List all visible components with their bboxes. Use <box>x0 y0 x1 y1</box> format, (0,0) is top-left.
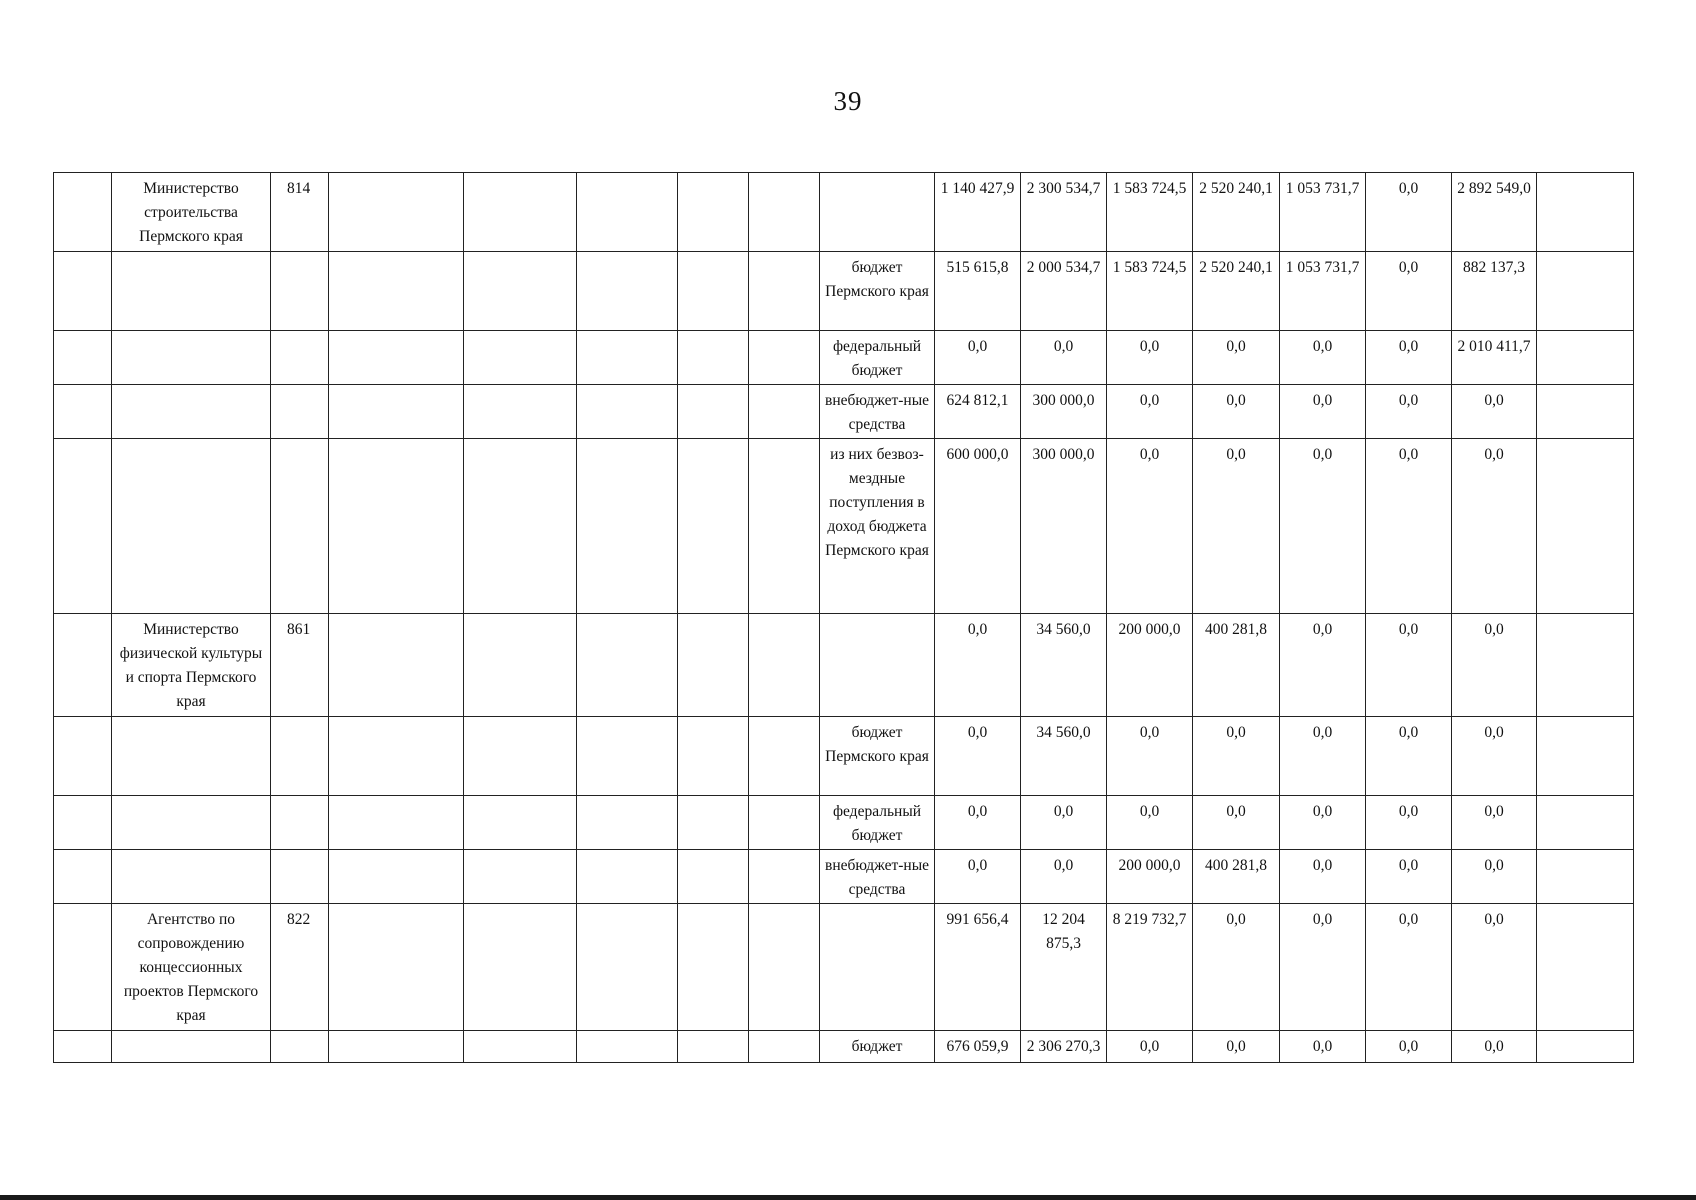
value-cell: 0,0 <box>1280 439 1366 614</box>
empty-cell <box>577 796 678 850</box>
table-row <box>54 385 1634 439</box>
value-cell: 2 520 240,1 <box>1193 252 1280 331</box>
value-cell: 0,0 <box>1280 796 1366 850</box>
code-cell: 861 <box>271 614 329 717</box>
table-row <box>54 252 1634 331</box>
organization-cell <box>112 796 271 850</box>
value-cell: 0,0 <box>1193 904 1280 1031</box>
empty-cell <box>1537 796 1634 850</box>
value-cell: 0,0 <box>935 717 1021 796</box>
empty-cell <box>577 331 678 385</box>
value-cell: 0,0 <box>935 850 1021 904</box>
empty-cell <box>1537 614 1634 717</box>
empty-cell <box>749 173 820 252</box>
value-cell: 0,0 <box>935 796 1021 850</box>
empty-cell <box>678 173 749 252</box>
value-cell: 0,0 <box>1366 614 1452 717</box>
value-cell: 400 281,8 <box>1193 614 1280 717</box>
funding-source-cell: федеральный бюджет <box>820 331 935 385</box>
table-row <box>54 717 1634 796</box>
empty-cell <box>464 717 577 796</box>
value-cell: 624 812,1 <box>935 385 1021 439</box>
value-cell: 0,0 <box>1366 439 1452 614</box>
empty-cell <box>1537 173 1634 252</box>
value-cell: 0,0 <box>1107 796 1193 850</box>
empty-cell <box>464 1031 577 1063</box>
empty-cell <box>329 439 464 614</box>
table-row <box>54 850 1634 904</box>
empty-cell <box>749 331 820 385</box>
code-cell <box>271 796 329 850</box>
value-cell: 0,0 <box>1452 717 1537 796</box>
empty-cell <box>1537 331 1634 385</box>
funding-source-cell: федеральный бюджет <box>820 796 935 850</box>
value-cell: 2 300 534,7 <box>1021 173 1107 252</box>
number-cell <box>54 850 112 904</box>
empty-cell <box>1537 385 1634 439</box>
value-cell: 300 000,0 <box>1021 385 1107 439</box>
empty-cell <box>678 614 749 717</box>
value-cell: 0,0 <box>1452 904 1537 1031</box>
empty-cell <box>749 439 820 614</box>
code-cell <box>271 1031 329 1063</box>
empty-cell <box>749 796 820 850</box>
empty-cell <box>577 439 678 614</box>
empty-cell <box>678 796 749 850</box>
value-cell: 0,0 <box>1280 1031 1366 1063</box>
number-cell <box>54 1031 112 1063</box>
table-row <box>54 1031 1634 1063</box>
empty-cell <box>749 252 820 331</box>
empty-cell <box>577 385 678 439</box>
empty-cell <box>464 850 577 904</box>
empty-cell <box>464 614 577 717</box>
empty-cell <box>678 904 749 1031</box>
empty-cell <box>1537 252 1634 331</box>
table-row <box>54 331 1634 385</box>
value-cell: 600 000,0 <box>935 439 1021 614</box>
organization-cell <box>112 252 271 331</box>
value-cell: 1 583 724,5 <box>1107 173 1193 252</box>
empty-cell <box>329 796 464 850</box>
empty-cell <box>329 904 464 1031</box>
empty-cell <box>1537 439 1634 614</box>
code-cell: 814 <box>271 173 329 252</box>
empty-cell <box>464 904 577 1031</box>
organization-cell <box>112 717 271 796</box>
scan-edge <box>0 1195 1696 1200</box>
funding-source-cell: бюджет <box>820 1031 935 1063</box>
funding-source-cell <box>820 173 935 252</box>
value-cell: 0,0 <box>1366 252 1452 331</box>
funding-source-cell: бюджет Пермского края <box>820 717 935 796</box>
value-cell: 0,0 <box>1021 796 1107 850</box>
value-cell: 2 892 549,0 <box>1452 173 1537 252</box>
value-cell: 0,0 <box>1366 173 1452 252</box>
value-cell: 300 000,0 <box>1021 439 1107 614</box>
empty-cell <box>1537 717 1634 796</box>
value-cell: 0,0 <box>1280 850 1366 904</box>
empty-cell <box>464 439 577 614</box>
value-cell: 200 000,0 <box>1107 850 1193 904</box>
funding-source-cell: внебюджет-ные средства <box>820 385 935 439</box>
page-number: 39 <box>833 86 863 116</box>
value-cell: 0,0 <box>1107 331 1193 385</box>
empty-cell <box>749 904 820 1031</box>
value-cell: 0,0 <box>1366 385 1452 439</box>
value-cell: 0,0 <box>1452 850 1537 904</box>
value-cell: 0,0 <box>935 331 1021 385</box>
empty-cell <box>329 717 464 796</box>
empty-cell <box>1537 1031 1634 1063</box>
value-cell: 0,0 <box>1366 717 1452 796</box>
funding-source-cell: бюджет Пермского края <box>820 252 935 331</box>
empty-cell <box>577 850 678 904</box>
funding-source-cell: из них безвоз-мездные поступления в доход бюджета Пермского края <box>820 439 935 614</box>
value-cell: 0,0 <box>1193 439 1280 614</box>
value-cell: 0,0 <box>1107 1031 1193 1063</box>
funding-source-cell <box>820 904 935 1031</box>
value-cell: 0,0 <box>1366 850 1452 904</box>
empty-cell <box>577 252 678 331</box>
value-cell: 0,0 <box>1021 331 1107 385</box>
empty-cell <box>678 717 749 796</box>
empty-cell <box>329 385 464 439</box>
table-row <box>54 614 1634 717</box>
value-cell: 12 204 875,3 <box>1021 904 1107 1031</box>
organization-cell: Агентство по сопровождению концессионных проектов Пермского края <box>112 904 271 1031</box>
value-cell: 1 053 731,7 <box>1280 252 1366 331</box>
empty-cell <box>329 173 464 252</box>
empty-cell <box>464 796 577 850</box>
value-cell: 0,0 <box>1193 331 1280 385</box>
number-cell <box>54 904 112 1031</box>
code-cell <box>271 385 329 439</box>
code-cell <box>271 439 329 614</box>
empty-cell <box>678 252 749 331</box>
organization-cell <box>112 331 271 385</box>
empty-cell <box>464 173 577 252</box>
value-cell: 0,0 <box>1280 385 1366 439</box>
empty-cell <box>749 385 820 439</box>
organization-cell: Министерство строительства Пермского края <box>112 173 271 252</box>
value-cell: 0,0 <box>935 614 1021 717</box>
empty-cell <box>577 717 678 796</box>
number-cell <box>54 614 112 717</box>
value-cell: 0,0 <box>1107 439 1193 614</box>
organization-cell <box>112 850 271 904</box>
value-cell: 0,0 <box>1021 850 1107 904</box>
value-cell: 515 615,8 <box>935 252 1021 331</box>
empty-cell <box>464 331 577 385</box>
value-cell: 0,0 <box>1280 331 1366 385</box>
value-cell: 0,0 <box>1366 796 1452 850</box>
code-cell <box>271 331 329 385</box>
value-cell: 1 053 731,7 <box>1280 173 1366 252</box>
empty-cell <box>577 173 678 252</box>
empty-cell <box>329 331 464 385</box>
value-cell: 0,0 <box>1452 439 1537 614</box>
empty-cell <box>329 614 464 717</box>
value-cell: 0,0 <box>1452 796 1537 850</box>
value-cell: 0,0 <box>1366 331 1452 385</box>
empty-cell <box>678 385 749 439</box>
empty-cell <box>1537 850 1634 904</box>
organization-cell <box>112 1031 271 1063</box>
empty-cell <box>749 717 820 796</box>
number-cell <box>54 385 112 439</box>
value-cell: 400 281,8 <box>1193 850 1280 904</box>
value-cell: 0,0 <box>1107 717 1193 796</box>
value-cell: 2 520 240,1 <box>1193 173 1280 252</box>
empty-cell <box>749 614 820 717</box>
empty-cell <box>577 904 678 1031</box>
number-cell <box>54 252 112 331</box>
value-cell: 0,0 <box>1366 1031 1452 1063</box>
value-cell: 2 306 270,3 <box>1021 1031 1107 1063</box>
empty-cell <box>749 1031 820 1063</box>
value-cell: 0,0 <box>1280 904 1366 1031</box>
table-row <box>54 904 1634 1031</box>
empty-cell <box>1537 904 1634 1031</box>
empty-cell <box>464 252 577 331</box>
organization-cell <box>112 439 271 614</box>
empty-cell <box>749 850 820 904</box>
value-cell: 0,0 <box>1452 1031 1537 1063</box>
value-cell: 882 137,3 <box>1452 252 1537 331</box>
value-cell: 0,0 <box>1193 1031 1280 1063</box>
number-cell <box>54 331 112 385</box>
number-cell <box>54 173 112 252</box>
empty-cell <box>329 1031 464 1063</box>
table-row <box>54 796 1634 850</box>
value-cell: 34 560,0 <box>1021 614 1107 717</box>
empty-cell <box>678 1031 749 1063</box>
value-cell: 1 140 427,9 <box>935 173 1021 252</box>
empty-cell <box>577 1031 678 1063</box>
value-cell: 676 059,9 <box>935 1031 1021 1063</box>
table-row <box>54 439 1634 614</box>
empty-cell <box>329 252 464 331</box>
value-cell: 2 010 411,7 <box>1452 331 1537 385</box>
budget-table <box>53 172 1634 1063</box>
value-cell: 0,0 <box>1452 614 1537 717</box>
value-cell: 34 560,0 <box>1021 717 1107 796</box>
table-row <box>54 173 1634 252</box>
value-cell: 0,0 <box>1193 796 1280 850</box>
number-cell <box>54 796 112 850</box>
value-cell: 991 656,4 <box>935 904 1021 1031</box>
value-cell: 0,0 <box>1193 717 1280 796</box>
code-cell <box>271 252 329 331</box>
empty-cell <box>329 850 464 904</box>
value-cell: 0,0 <box>1107 385 1193 439</box>
empty-cell <box>678 439 749 614</box>
value-cell: 200 000,0 <box>1107 614 1193 717</box>
empty-cell <box>678 331 749 385</box>
empty-cell <box>678 850 749 904</box>
value-cell: 8 219 732,7 <box>1107 904 1193 1031</box>
value-cell: 0,0 <box>1280 614 1366 717</box>
value-cell: 0,0 <box>1280 717 1366 796</box>
code-cell <box>271 717 329 796</box>
empty-cell <box>464 385 577 439</box>
value-cell: 0,0 <box>1452 385 1537 439</box>
organization-cell: Министерство физической культуры и спорта Пермского края <box>112 614 271 717</box>
value-cell: 0,0 <box>1193 385 1280 439</box>
empty-cell <box>577 614 678 717</box>
number-cell <box>54 717 112 796</box>
organization-cell <box>112 385 271 439</box>
value-cell: 0,0 <box>1366 904 1452 1031</box>
code-cell <box>271 850 329 904</box>
value-cell: 1 583 724,5 <box>1107 252 1193 331</box>
code-cell: 822 <box>271 904 329 1031</box>
funding-source-cell: внебюджет-ные средства <box>820 850 935 904</box>
number-cell <box>54 439 112 614</box>
funding-source-cell <box>820 614 935 717</box>
value-cell: 2 000 534,7 <box>1021 252 1107 331</box>
